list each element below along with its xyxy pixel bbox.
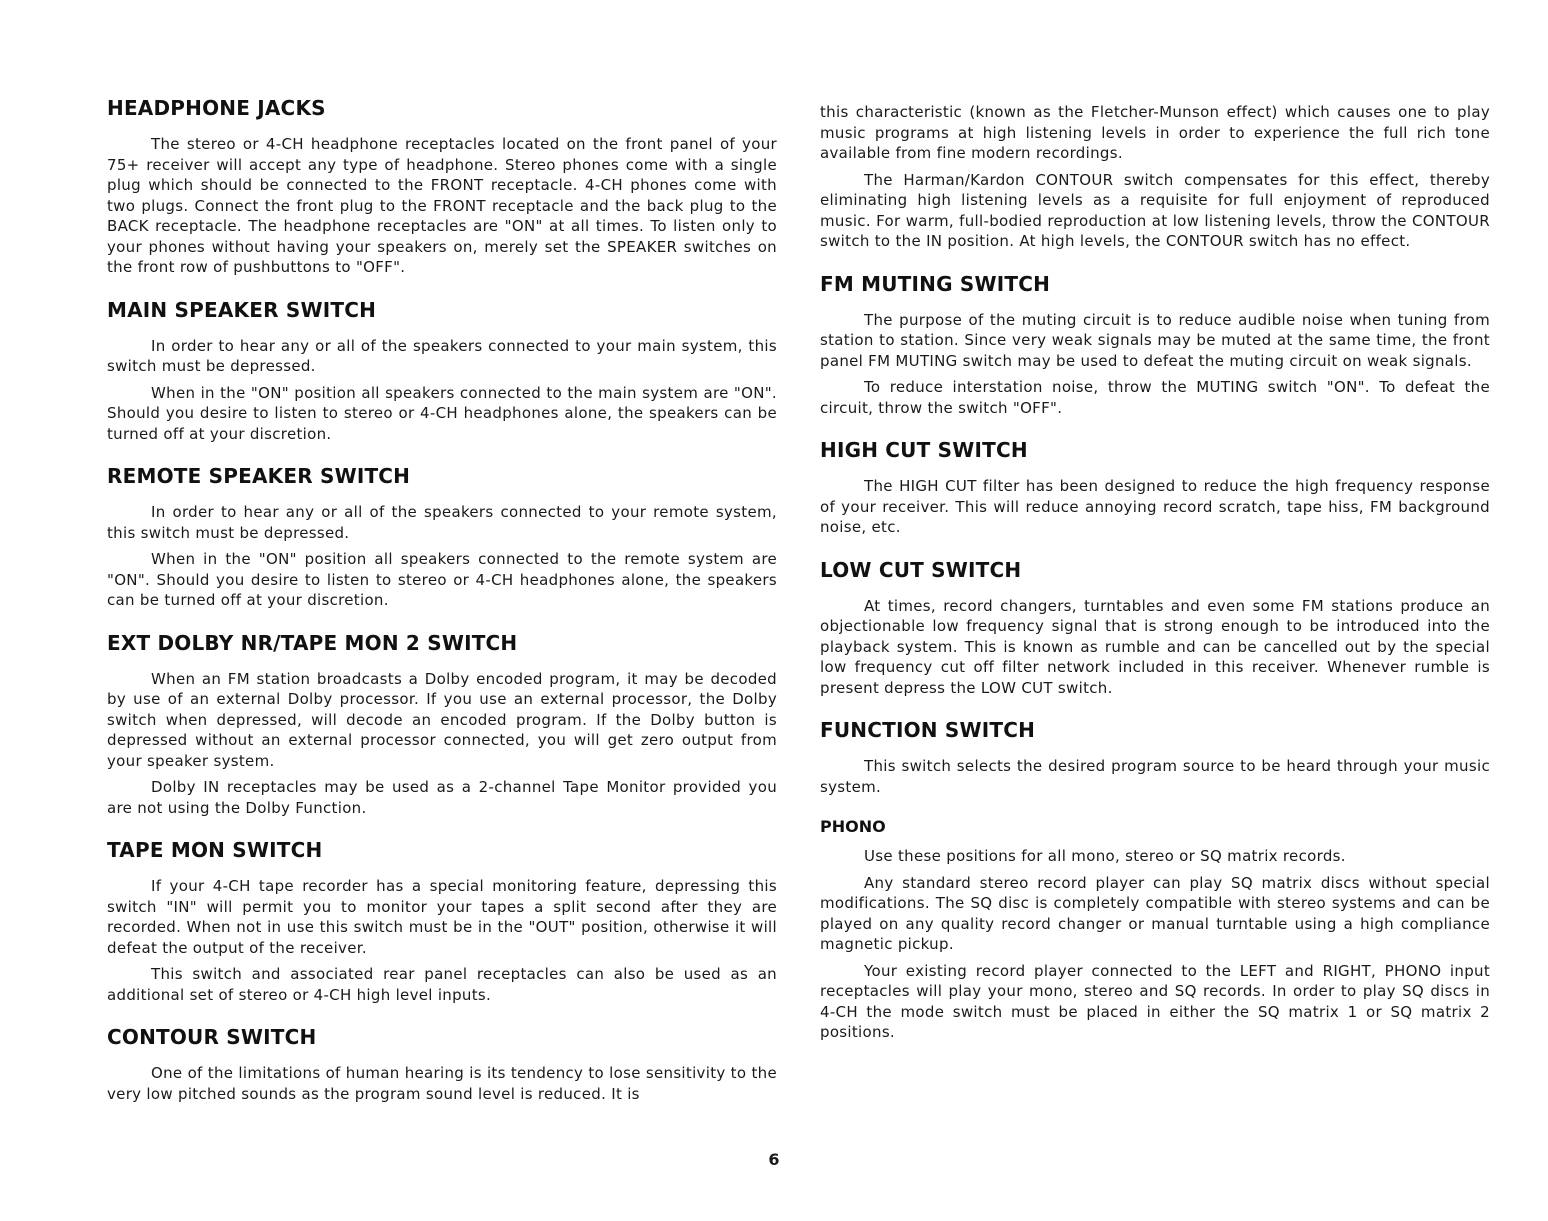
- section-main-speaker-switch: [107, 298, 777, 445]
- section-title: MAIN SPEAKER SWITCH: [107, 297, 377, 322]
- section-title: FM MUTING SWITCH: [820, 271, 1051, 296]
- paragraph: this characteristic (known as the Fletcher-Munson effect) which causes one to play music programs at high listening levels in order to experience the full rich tone available from fine modern recordings.: [820, 103, 1490, 162]
- section-contour-switch: [107, 1025, 777, 1104]
- paragraph: The HIGH CUT filter has been designed to reduce the high frequency response of your receiver. This will reduce annoying record scratch, tape hiss, FM background noise, etc.: [820, 477, 1490, 536]
- section-title: REMOTE SPEAKER SWITCH: [107, 464, 411, 488]
- paragraph: To reduce interstation noise, throw the MUTING switch "ON". To defeat the circuit, throw the switch "OFF".: [820, 378, 1490, 417]
- paragraph: Dolby IN receptacles may be used as a 2-channel Tape Monitor provided you are not using the Dolby Function.: [107, 778, 777, 817]
- section-title: TAPE MON SWITCH: [107, 838, 323, 862]
- paragraph: Use these positions for all mono, stereo or SQ matrix records.: [864, 847, 1346, 865]
- section-title: HIGH CUT SWITCH: [820, 438, 1028, 462]
- paragraph: If your 4-CH tape recorder has a special monitoring feature, depressing this switch "IN" will permit you to monitor your tapes a split second after they are recorded. When not in use this switch must be in the "OUT" position, otherwise it will defeat the output of the receiver.: [107, 877, 777, 957]
- paragraph: The Harman/Kardon CONTOUR switch compensates for this effect, thereby eliminating high listening levels as a requisite for full enjoyment of reproduced music. For warm, full-bodied reproduction at low listening levels, throw the CONTOUR switch to the IN position. At high levels, the CONTOUR switch has no effect.: [820, 170, 1490, 250]
- paragraph: This switch and associated rear panel receptacles can also be used as an additional set of stereo or 4-CH high level inputs.: [107, 965, 777, 1004]
- paragraph: When in the "ON" position all speakers connected to the remote system are "ON". Should you desire to listen to stereo or 4-CH headphones alone, the speakers can be turned off at your discretion.: [107, 550, 777, 609]
- right-column: [820, 102, 1490, 1063]
- paragraph: When in the "ON" position all speakers connected to the main system are "ON". Should you desire to listen to stereo or 4-CH headphones alone, the speakers can be turned off at your discretion.: [107, 383, 777, 443]
- subsection-title: PHONO: [820, 817, 886, 836]
- section-function-switch: [820, 718, 1490, 797]
- section-headphone-jacks: [107, 96, 777, 278]
- paragraph: Any standard stereo record player can play SQ matrix discs without special modifications. The SQ disc is completely compatible with stereo systems and can be played on any quality record changer or manual turntable using a high compliance magnetic pickup.: [820, 873, 1490, 953]
- section-title: CONTOUR SWITCH: [107, 1025, 317, 1049]
- paragraph: One of the limitations of human hearing is its tendency to lose sensitivity to the very low pitched sounds as the program sound level is reduced. It is: [107, 1064, 777, 1103]
- subsection-phono: [820, 817, 1490, 1043]
- section-contour-continued: [820, 102, 1490, 252]
- paragraph: Your existing record player connected to the LEFT and RIGHT, PHONO input receptacles will play your mono, stereo and SQ records. In order to play SQ discs in 4-CH the mode switch must be placed in either the SQ matrix 1 or SQ matrix 2 positions.: [820, 961, 1490, 1041]
- paragraph: When an FM station broadcasts a Dolby encoded program, it may be decoded by use of an external Dolby processor. If you use an external processor, the Dolby switch when depressed, will decode an encoded program. If the Dolby button is depressed without an external processor connected, you will get zero output from your speaker system.: [107, 669, 777, 770]
- paragraph: At times, record changers, turntables and even some FM stations produce an objectionable low frequency signal that is strong enough to be introduced into the playback system. This is known as rumble and can be cancelled out by the special low frequency cut off filter network included in this receiver. Whenever rumble is present depress the LOW CUT switch.: [820, 596, 1490, 697]
- page-number: 6: [768, 1150, 780, 1169]
- section-ext-dolby: [107, 631, 777, 819]
- paragraph: The purpose of the muting circuit is to reduce audible noise when tuning from station to station. Since very weak signals may be muted at the same time, the front panel FM MUTING switch may be used to defeat the muting circuit on weak signals.: [820, 310, 1490, 370]
- section-title: FUNCTION SWITCH: [820, 718, 1036, 742]
- section-title: LOW CUT SWITCH: [820, 557, 1022, 582]
- paragraph: In order to hear any or all of the speakers connected to your main system, this switch must be depressed.: [107, 336, 777, 375]
- section-low-cut-switch: [820, 558, 1490, 699]
- section-title: EXT DOLBY NR/TAPE MON 2 SWITCH: [107, 630, 518, 655]
- paragraph: The stereo or 4-CH headphone receptacles located on the front panel of your 75+ receiver will accept any type of headphone. Stereo phones come with a single plug which should be connected to the FRONT receptacle. 4-CH phones come with two plugs. Connect the front plug to the FRONT receptacle and the back plug to the BACK receptacle. The headphone receptacles are "ON" at all times. To listen only to your phones without having your speakers on, merely set the SPEAKER switches on the front row of pushbuttons to "OFF".: [107, 135, 777, 276]
- section-title: HEADPHONE JACKS: [107, 96, 326, 120]
- section-high-cut-switch: [820, 438, 1490, 538]
- left-column: [107, 96, 777, 1124]
- paragraph: In order to hear any or all of the speakers connected to your remote system, this switch must be depressed.: [107, 503, 777, 542]
- section-tape-mon-switch: [107, 838, 777, 1005]
- section-remote-speaker-switch: [107, 464, 777, 611]
- paragraph: This switch selects the desired program source to be heard through your music system.: [820, 757, 1490, 796]
- section-fm-muting-switch: [820, 272, 1490, 419]
